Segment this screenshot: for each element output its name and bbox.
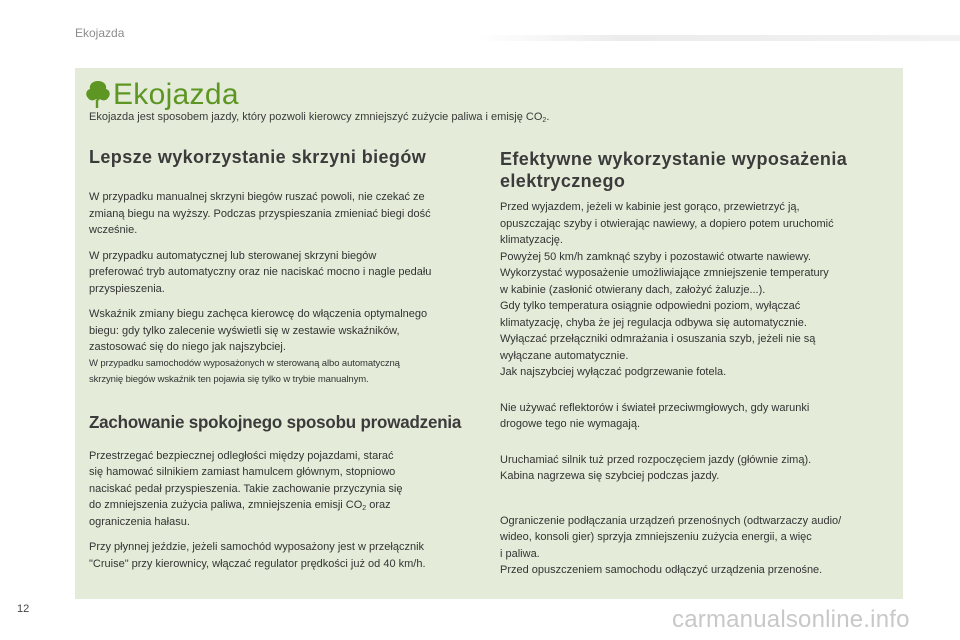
text-line: biegu: gdy tylko zalecenie wyświetli się w zestawie wskaźników, — [89, 324, 400, 337]
text-line: zastosować się do niego jak najszybciej. — [89, 341, 286, 353]
page-number: 12 — [17, 603, 30, 615]
text-line: klimatyzację. — [500, 234, 563, 246]
text-line: Jak najszybciej wyłączać podgrzewanie fotela. — [500, 366, 727, 378]
heading-electrical — [500, 148, 895, 192]
heading-line: Efektywne wykorzystanie wyposażenia — [500, 149, 848, 169]
text-line: wyłączane automatycznie. — [500, 349, 629, 362]
portable-devices-paragraph — [500, 513, 895, 579]
text-line: skrzynię biegów wskaźnik ten pojawia się tylko w trybie manualnym. — [89, 373, 369, 385]
text-line: Uruchamiać silnik tuż przed rozpoczęciem jazdy (głównie zimą). — [500, 453, 812, 466]
text-line: ograniczenia hałasu. — [89, 515, 190, 528]
text-line: Powyżej 50 km/h zamknąć szyby i pozostawić otwarte nawiewy. — [500, 250, 811, 263]
section-header-label: Ekojazda — [75, 26, 125, 40]
heading-calm-driving: Zachowanie spokojnego sposobu prowadzenia — [89, 411, 462, 432]
gearbox-manual-paragraph — [89, 189, 484, 239]
text-line: Ograniczenie podłączania urządzeń przenośnych (odtwarzaczy audio/ — [500, 514, 842, 527]
text-line: W przypadku automatycznej lub sterowanej skrzyni biegów — [89, 249, 377, 262]
ventilation-paragraph — [500, 199, 895, 381]
text-line: preferować tryb automatyczny oraz nie naciskać mocno i nagle pedału — [89, 266, 432, 278]
text-line: się hamować silnikiem zamiast hamulcem głównym, stopniowo — [89, 466, 396, 478]
heading-gearbox: Lepsze wykorzystanie skrzyni biegów — [89, 147, 427, 167]
text-line: do zmniejszenia zużycia paliwa, zmniejszenia emisji CO — [89, 499, 363, 511]
panel-title: Ekojazda — [113, 78, 239, 111]
text-line: Przed opuszczeniem samochodu odłączyć urządzenia przenośne. — [500, 564, 823, 576]
text-line: klimatyzację, chyba że jej regulacja odbywa się automatycznie. — [500, 316, 807, 329]
text-line: oraz — [366, 499, 391, 511]
left-column — [89, 146, 484, 572]
engine-start-paragraph — [500, 452, 895, 485]
gear-indicator-paragraph — [89, 306, 484, 356]
text-line: Przestrzegać bezpiecznej odległości między pojazdami, starać — [89, 449, 394, 462]
text-line: Wskaźnik zmiany biegu zachęca kierowcę do włączenia optymalnego — [89, 308, 428, 320]
text-line: przyspieszenia. — [89, 282, 165, 295]
text-line: w kabinie (zasłonić otwierany dach, założyć żaluzje...). — [500, 283, 766, 296]
text-line: Przy płynnej jeździe, jeżeli samochód wyposażony jest w przełącznik — [89, 541, 425, 553]
text-line: i paliwa. — [500, 547, 540, 560]
text-line: wcześnie. — [89, 224, 138, 236]
text-line: zmianą biegu na wyższy. Podczas przyspieszania zmieniać biegi dość — [89, 207, 431, 220]
panel-title-row — [85, 78, 239, 112]
text-line: Gdy tylko temperatura osiągnie odpowiedni poziom, wyłączać — [500, 300, 801, 312]
right-column — [500, 148, 895, 579]
text-line: Nie używać reflektorów i świateł przeciwmgłowych, gdy warunki — [500, 401, 810, 414]
text-line: opuszczając szyby i otwierając nawiewy, a dopiero potem uruchomić — [500, 217, 834, 230]
gearbox-auto-paragraph — [89, 248, 484, 298]
header-rule — [475, 35, 960, 41]
text-line: Kabina nagrzewa się szybciej podczas jazdy. — [500, 470, 720, 482]
text-line: wideo, konsoli gier) sprzyja zmniejszeniu zużycia energii, a więc — [500, 531, 812, 543]
gear-indicator-note — [89, 356, 484, 388]
text-line: "Cruise" przy kierownicy, włączać regulator prędkości już od 40 km/h. — [89, 557, 426, 570]
text-line: W przypadku samochodów wyposażonych w sterowaną albo automatyczną — [89, 357, 400, 369]
cruise-paragraph — [89, 539, 484, 572]
intro-subscript: 2 — [542, 117, 547, 124]
text-line: naciskać pedał przyspieszenia. Takie zachowanie przyczynia się — [89, 482, 403, 495]
intro-end: . — [546, 111, 550, 123]
co2-subscript: 2 — [362, 505, 367, 512]
text-line: Wykorzystać wyposażenie umożliwiające zmniejszenie temperatury — [500, 267, 829, 279]
intro-text — [89, 111, 549, 123]
text-line: drogowe tego nie wymagają. — [500, 418, 641, 430]
text-line: Wyłączać przełączniki odmrażania i osuszania szyb, jeżeli nie są — [500, 333, 816, 345]
intro-main: Ekojazda jest sposobem jazdy, który pozwoli kierowcy zmniejszyć zużycie paliwa i emisję CO — [89, 111, 543, 123]
heading-line: elektrycznego — [500, 171, 626, 191]
text-line: Przed wyjazdem, jeżeli w kabinie jest gorąco, przewietrzyć ją, — [500, 201, 800, 213]
lights-paragraph — [500, 400, 895, 433]
watermark: carmanualsonline.info — [672, 606, 910, 633]
calm-driving-paragraph — [89, 448, 484, 531]
tree-leaf-icon — [85, 80, 111, 110]
text-line: W przypadku manualnej skrzyni biegów ruszać powoli, nie czekać ze — [89, 191, 425, 203]
